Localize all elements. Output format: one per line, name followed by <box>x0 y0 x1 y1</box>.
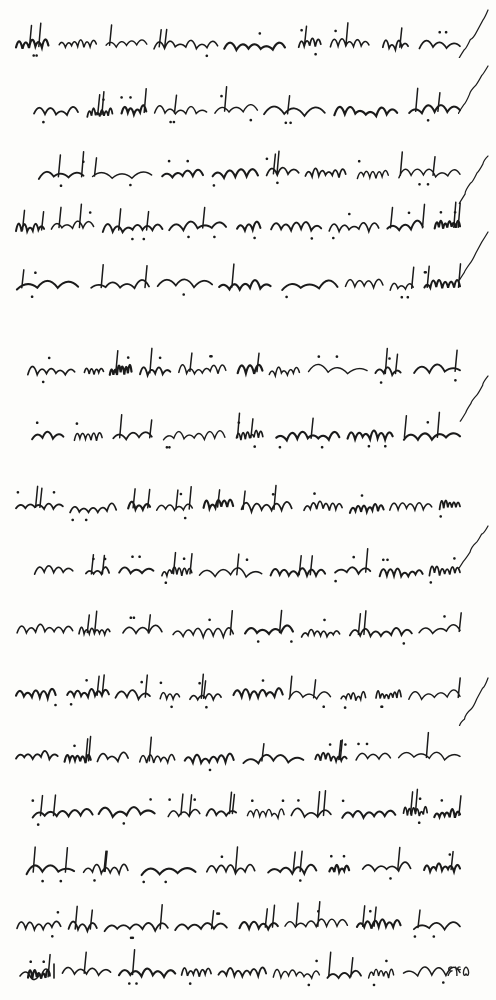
margin-note <box>458 520 492 574</box>
manuscript-line <box>8 480 470 524</box>
manuscript-line <box>8 84 470 128</box>
margin-note <box>458 370 492 424</box>
manuscript-line <box>8 146 470 190</box>
manuscript-line <box>8 18 470 62</box>
manuscript-line <box>8 544 470 588</box>
margin-note <box>458 150 492 204</box>
manuscript-line <box>8 344 470 388</box>
manuscript-line <box>8 730 470 774</box>
manuscript-line <box>8 604 470 648</box>
manuscript-line <box>8 258 470 302</box>
margin-note <box>458 672 492 726</box>
manuscript-line <box>8 786 470 830</box>
manuscript-line <box>8 898 470 942</box>
catchword <box>16 958 60 984</box>
margin-note <box>458 4 492 58</box>
margin-note <box>458 226 492 280</box>
page-number: ۶۴۵ <box>445 962 470 980</box>
manuscript-line <box>8 946 470 990</box>
manuscript-line <box>8 842 470 886</box>
manuscript-line <box>8 668 470 712</box>
manuscript-line <box>8 200 470 244</box>
manuscript-line <box>8 408 470 452</box>
margin-note <box>458 60 492 114</box>
